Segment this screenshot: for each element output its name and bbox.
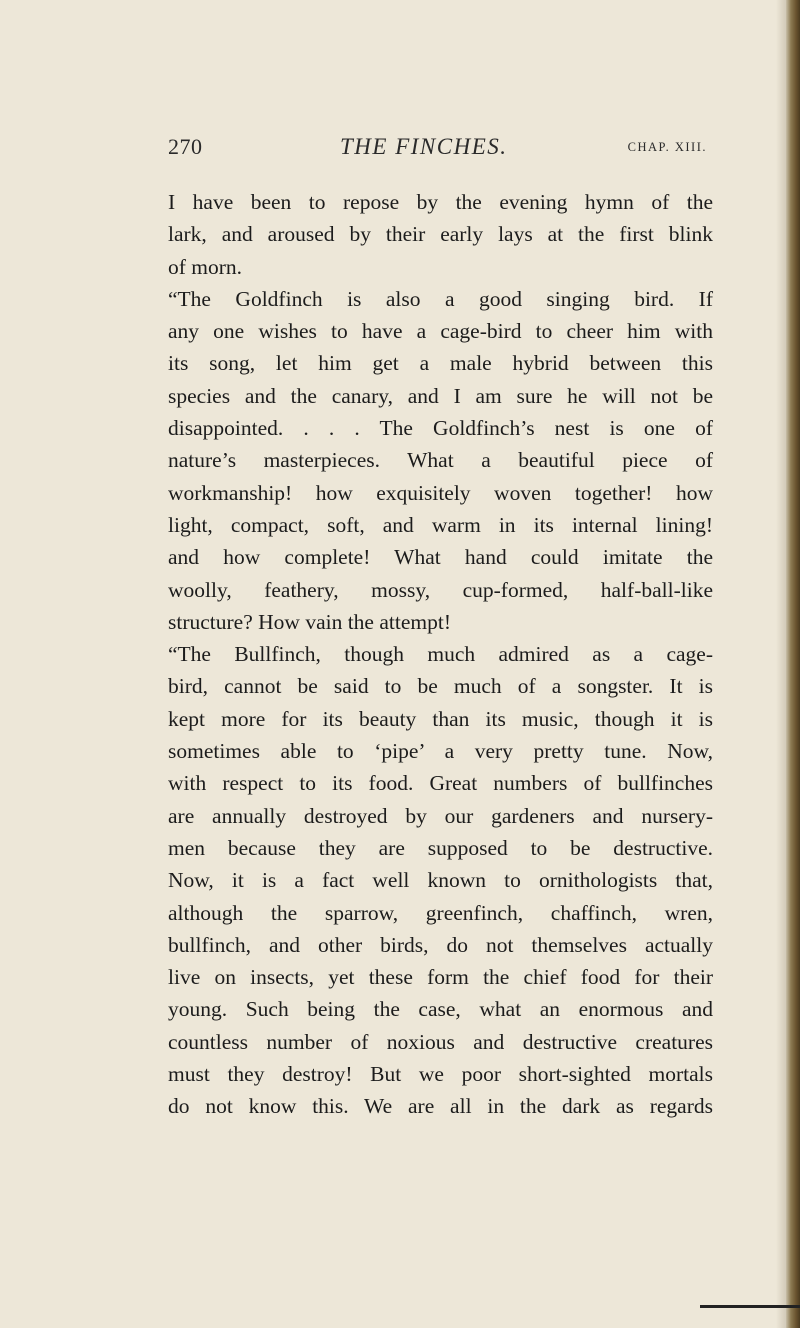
text-line: its song, let him get a male hybrid between this [168,351,713,376]
text-line: light, compact, soft, and warm in its internal lining! [168,512,713,537]
body-text [168,186,713,1123]
text-line: bullfinch, and other birds, do not themselves actually [168,932,713,957]
text-line: men because they are supposed to be destructive. [168,835,713,860]
text-line: do not know this. We are all in the dark as regards [168,1094,713,1119]
text-line: live on insects, yet these form the chief food for their [168,965,713,990]
text-line: and how complete! What hand could imitate the [168,545,713,570]
text-line: although the sparrow, greenfinch, chaffinch, wren, [168,900,713,925]
page-edge [786,0,800,1328]
text-line: lark, and aroused by their early lays at the first blink [168,222,713,247]
text-line: species and the canary, and I am sure he will not be [168,383,713,408]
text-line: woolly, feathery, mossy, cup-formed, half-ball-like [168,577,713,602]
text-line: any one wishes to have a cage-bird to cheer him with [168,319,713,344]
text-line: disappointed. . . . The Goldfinch’s nest is one of [168,416,713,441]
text-line: workmanship! how exquisitely woven together! how [168,480,713,505]
edge-mark [700,1305,800,1308]
running-header [168,134,713,164]
running-title: THE FINCHES. [340,134,508,159]
chapter-label: CHAP. XIII. [627,140,707,154]
text-line: nature’s masterpieces. What a beautiful piece of [168,448,713,473]
text-line: I have been to repose by the evening hymn of the [168,190,713,214]
text-line: with respect to its food. Great numbers of bullfinches [168,771,713,796]
text-line: of morn. [168,254,243,279]
text-line: Now, it is a fact well known to ornithologists that, [168,868,713,893]
text-line: bird, cannot be said to be much of a songster. It is [168,674,713,699]
text-line: “The Goldfinch is also a good singing bird. If [168,286,713,311]
text-line: “The Bullfinch, though much admired as a cage- [168,642,713,667]
text-line: must they destroy! But we poor short-sighted mortals [168,1062,713,1087]
text-line: countless number of noxious and destructive creatures [168,1029,713,1054]
text-line: are annually destroyed by our gardeners and nursery- [168,803,713,828]
page-number: 270 [168,134,203,159]
binding-shadow [776,0,786,1328]
text-line: structure? How vain the attempt! [168,609,451,634]
text-line: sometimes able to ‘pipe’ a very pretty tune. Now, [168,739,713,764]
text-line: kept more for its beauty than its music, though it is [168,706,713,731]
text-line: young. Such being the case, what an enormous and [168,997,713,1022]
